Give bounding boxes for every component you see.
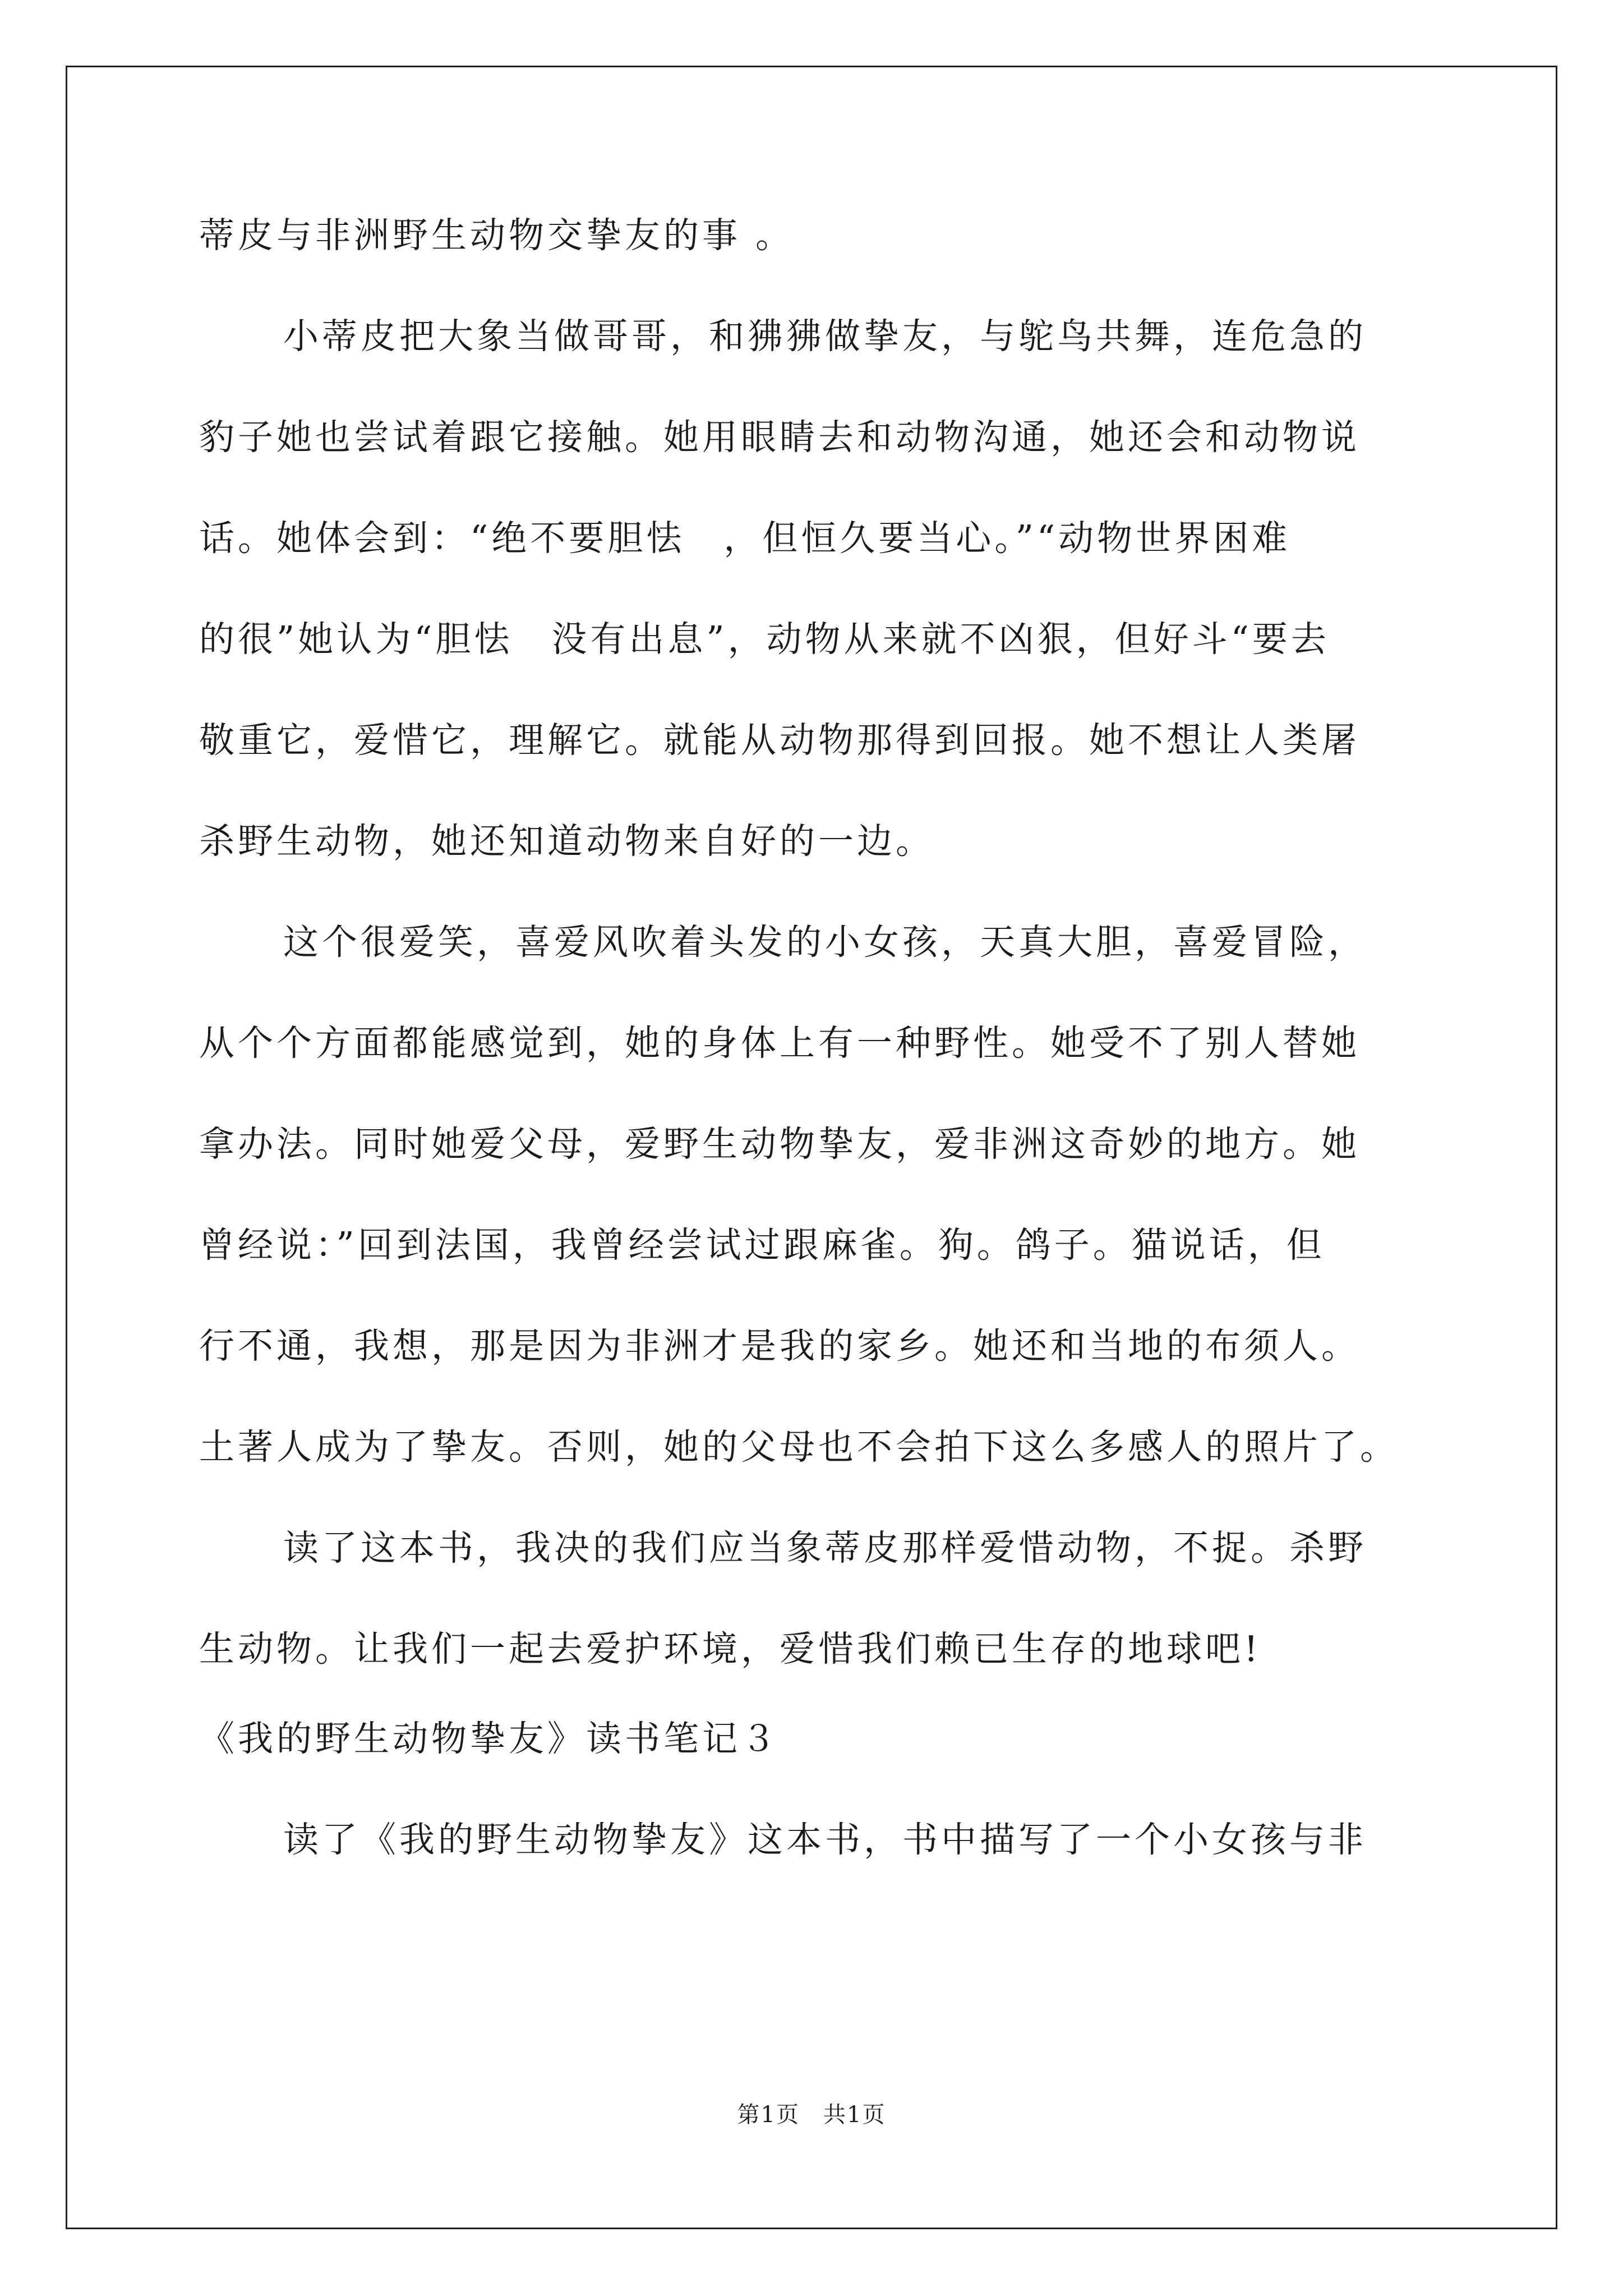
paragraph-start-line: 读了这本书，我决的我们应当象蒂皮那样爱惜动物，不捉。杀野 xyxy=(283,1527,1367,1568)
text-line: 生动物。让我们一起去爱护环境，爱惜我们赖已生存的地球吧! xyxy=(199,1628,1262,1669)
paragraph-start-line: 读了《我的野生动物挚友》这本书，书中描写了一个小女孩与非 xyxy=(283,1819,1367,1860)
page-footer: 第1页 共1页 xyxy=(737,2102,886,2128)
paragraph-start-line: 这个很爱笑，喜爱风吹着头发的小女孩，天真大胆，喜爱冒险， xyxy=(283,922,1367,963)
text-line: 豹子她也尝试着跟它接触。她用眼睛去和动物沟通，她还会和动物说 xyxy=(199,417,1360,458)
text-line: 曾经说：”回到法国，我曾经尝试过跟麻雀。狗。鸽子。猫说话，但 xyxy=(199,1225,1325,1266)
text-line: 土著人成为了挚友。否则，她的父母也不会拍下这么多感人的照片了。 xyxy=(199,1427,1399,1467)
text-line: 从个个方面都能感觉到，她的身体上有一种野性。她受不了别人替她 xyxy=(199,1023,1360,1064)
text-line: 蒂皮与非洲野生动物交挚友的事 。 xyxy=(199,215,795,256)
text-line: 拿办法。同时她爱父母，爱野生动物挚友，爱非洲这奇妙的地方。她 xyxy=(199,1124,1360,1165)
section-heading: 《我的野生动物挚友》读书笔记３ xyxy=(199,1718,780,1759)
text-line: 的很”她认为“胆怯 没有出息”，动物从来就不凶狠，但好斗“要去 xyxy=(199,619,1330,660)
text-line: 杀野生动物，她还知道动物来自好的一边。 xyxy=(199,821,934,862)
paragraph-start-line: 小蒂皮把大象当做哥哥，和狒狒做挚友，与鸵鸟共舞，连危急的 xyxy=(283,316,1367,357)
text-line: 话。她体会到：“绝不要胆怯 ，但恒久要当心。”“动物世界困难 xyxy=(199,518,1291,559)
text-line: 行不通，我想，那是因为非洲才是我的家乡。她还和当地的布须人。 xyxy=(199,1326,1360,1366)
text-line: 敬重它，爱惜它，理解它。就能从动物那得到回报。她不想让人类屠 xyxy=(199,720,1360,761)
